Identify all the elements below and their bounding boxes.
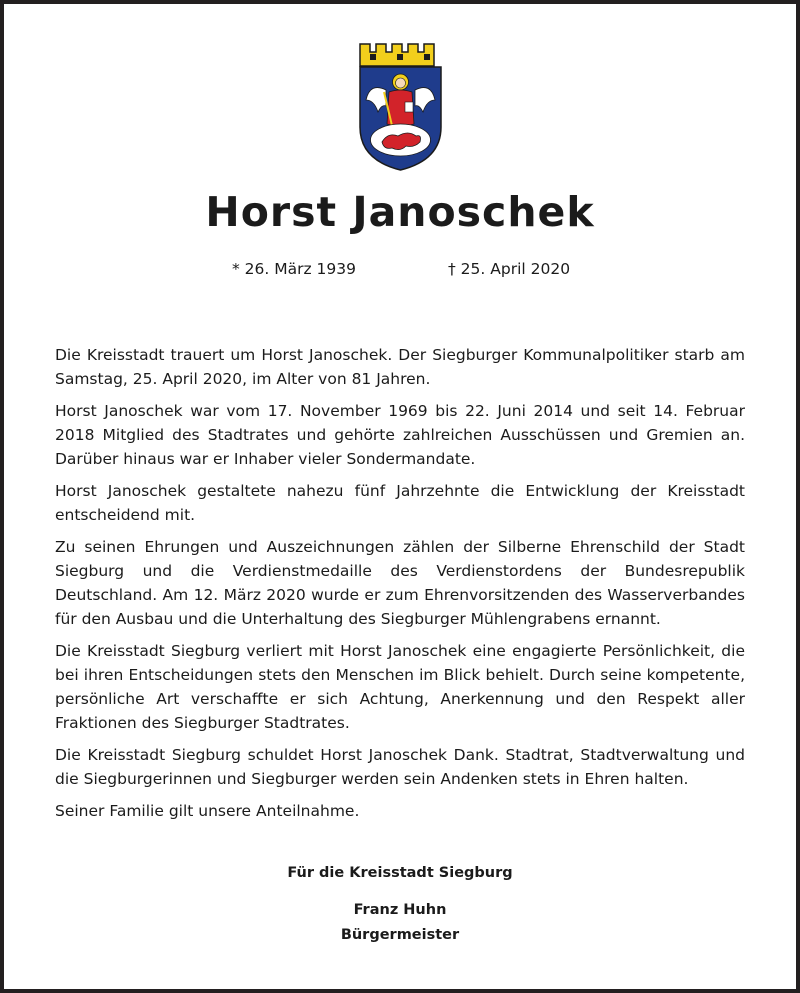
deceased-name: Horst Janoschek — [205, 188, 595, 236]
paragraph: Die Kreisstadt trauert um Horst Janoschek. Der Siegburger Kommunalpolitiker starb am Samstag, 25. April 2020, im Alter von 81 Jahren. — [55, 346, 745, 388]
paragraph: Seiner Familie gilt unsere Anteilnahme. — [55, 802, 360, 820]
paragraph: Die Kreisstadt Siegburg schuldet Horst Janoschek Dank. Stadtrat, Stadtverwaltung und die Siegburgerinnen und Siegburger werden sein Andenken stets in Ehren halten. — [55, 746, 745, 788]
paragraph: Horst Janoschek gestaltete nahezu fünf Jahrzehnte die Entwicklung der Kreisstadt entscheidend mit. — [55, 482, 745, 524]
signature-title: Bürgermeister — [340, 927, 460, 943]
paragraph: Die Kreisstadt Siegburg verliert mit Horst Janoschek eine engagierte Persönlichkeit, die bei ihren Entscheidungen stets den Menschen im Blick behielt. Durch seine kompetente, persönliche Art verschaffte er sich Achtung, Anerkennung und den Respekt aller Fraktionen des Siegburger Stadtrates. — [55, 642, 745, 732]
signature-name: Franz Huhn — [353, 902, 447, 918]
paragraph: Zu seinen Ehrungen und Auszeichnungen zählen der Silberne Ehrenschild der Stadt Siegburg und die Verdienstmedaille des Verdienstordens der Bundesrepublik Deutschland. Am 12. März 2020 wurde er zum Ehrenvorsitzenden des Wasserverbandes für den Ausbau und die Unterhaltung des Siegburger Mühlengrabens ernannt. — [55, 538, 745, 628]
birth-date: * 26. März 1939 — [232, 260, 357, 278]
obituary-text — [55, 343, 745, 831]
paragraph: Horst Janoschek war vom 17. November 1969 bis 22. Juni 2014 und seit 14. Februar 2018 Mitglied des Stadtrates und gehörte zahlreichen Ausschüssen und Gremien an. Darüber hinaus war er Inhaber vieler Sondermandate. — [55, 402, 745, 468]
death-date: † 25. April 2020 — [448, 260, 571, 278]
signature-organization: Für die Kreisstadt Siegburg — [287, 865, 513, 881]
siegburg-coat-of-arms-icon — [356, 42, 445, 172]
